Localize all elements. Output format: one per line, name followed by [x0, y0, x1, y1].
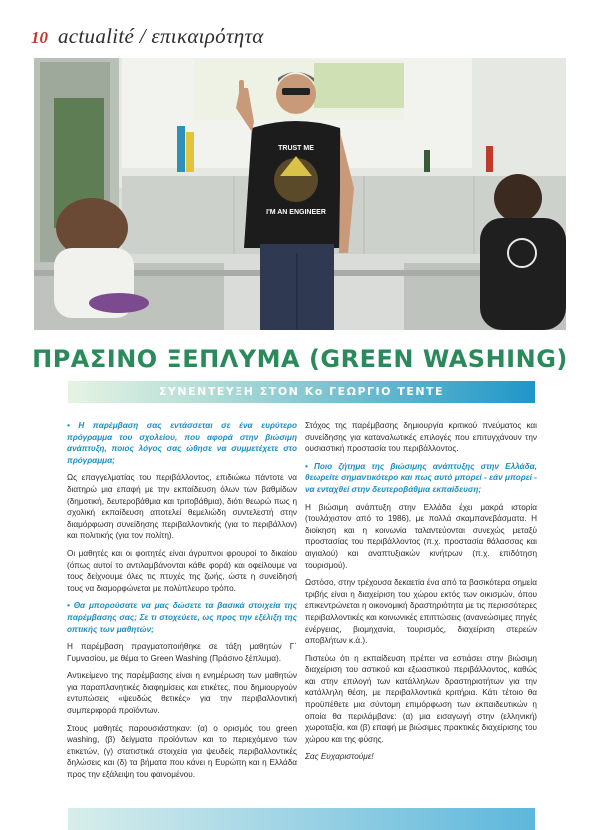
interview-answer: Ωστόσο, στην τρέχουσα δεκαετία ένα από τα βασικότερα σημεία τριβής είναι η διαχείριση του χώρου εκτός των οικισμών, όπου επικεντρώνεται η οικονομική δραστηριότητα με τις περισσότερες περιβαλλοντικές και κοινωνικές επιπτώσεις (ανανεώσιμες πηγές ενέργειας, βιομηχανία, τουρισμός, διαχείριση στερεών αποβλήτων κ.ά.). — [305, 578, 537, 646]
interview-answer: Ως επαγγελματίας του περιβάλλοντος, επιδιώκω πάντοτε να διατηρώ μια επαφή με την εκπαίδευση όλων των βαθμίδων (δημοτική, δευτεροβάθμια και τριτοβάθμια), διότι θεωρώ πως η σχολική εκπαίδευση αποτελεί θεμελιώδη συντελεστή στην διαμόρφωση συνείδησης περιβαλλοντικής (για το περιβάλλον) και πολιτικής (για τον πολίτη). — [67, 473, 297, 541]
shirt-text-bottom: I'M AN ENGINEER — [266, 209, 326, 216]
interview-answer: Η βιώσιμη ανάπτυξη στην Ελλάδα έχει μακρά ιστορία (τουλάχιστον από το 1986), με πολλά σκαμπανεβάσματα. Η διοίκηση και η κοινωνία ταλαντεύονται συνεχώς μεταξύ προστασίας του περιβάλλοντος (π.χ. προστασία θάλασσας και αιγιαλού) και αναπτυξιακών κινήτρων (π.χ. επιδότηση τουρισμού). — [305, 502, 537, 570]
interview-answer: Πιστεύω ότι η εκπαίδευση πρέπει να εστιάσει στην βιώσιμη διαχείριση του αστικού και εξωαστικού περιβάλλοντος, καθώς και στην επιλογή των κατάλληλων δραστηριοτήτων για την κατάλληλη θέση, με περιβαλλοντικά κριτήρια. Κάτι τέτοιο θα προϋπέθετε μια σύντομη επιμόρφωση των εκπαιδευτικών η οποία θα περιλάμβανε: (α) μια εισαγωγή στην (ελληνική) χωροταξία, και (β) επαφή με βιώσιμες πρακτικές διαχείρισης του χώρου και της φύσης. — [305, 653, 537, 744]
interview-answer: Στους μαθητές παρουσιάστηκαν: (α) ο ορισμός του green washing, (β) δείγματα προϊόντων και το περιεχόμενο των ετικετών, (γ) στατιστικά στοιχεία για ψευδείς περιβαλλοντικές δηλώσεις και (δ) τα βήματα που κάνει η Ευρώπη και η Ελλάδα προς την εξάλειψη του φαινομένου. — [67, 723, 297, 780]
article-column-left — [67, 420, 297, 787]
subhead-text: ΣΥΝΕΝΤΕΥΞΗ ΣΤΟΝ Κο ΓΕΩΡΓΙΟ ΤΕΝΤΕ — [158, 385, 445, 398]
article-headline: ΠΡΑΣΙΝΟ ΞΕΠΛΥΜΑ (GREEN WASHING) — [32, 345, 568, 373]
section-title: actualité / επικαιρότητα — [58, 24, 264, 48]
interview-answer: Οι μαθητές και οι φοιτητές είναι άγρυπνοι φρουροί το δικαίου (όπως αυτοί το αντιλαμβάνονται κάθε φορά) και οφείλουμε να τους δείχνουμε όλες τις πτυχές της ζωής, ώστε η συνείδησή τους να διαμορφώνεται με πολύπλευρο τρόπο. — [67, 548, 297, 593]
closing-thanks: Σας Ευχαριστούμε! — [305, 752, 374, 762]
page-header — [31, 24, 264, 54]
page-number: 10 — [31, 28, 48, 47]
classroom-photo — [34, 58, 566, 330]
interview-answer: Στόχος της παρέμβασης δημιουργία κριτικού πνεύματος και συνείδησης για καταναλωτικές επιλογές που επιτυγχάνουν την ουσιαστική προστασία του περιβάλλοντος. — [305, 421, 537, 454]
shirt-text-top: TRUST ME — [278, 145, 314, 152]
subhead-banner — [68, 381, 535, 403]
article-column-right — [305, 420, 537, 769]
interview-answer: Η παρέμβαση πραγματοποιήθηκε σε τάξη μαθητών Γ΄ Γυμνασίου, με θέμα το Green Washing (Πράσινο ξέπλυμα). — [67, 642, 297, 663]
interview-answer: Αντικείμενο της παρέμβασης είναι η ενημέρωση των μαθητών για παραπλανητικές διαφημίσεις και ετικέτες, που δημιουργούν εντυπώσεις «ψευδώς θετικές» για την περιβαλλοντική συμπεριφορά προϊόντων. — [67, 671, 297, 716]
interview-question: • Η παρέμβαση σας εντάσσεται σε ένα ευρύτερο πρόγραμμα του σχολείου, που αφορά στην βιώσιμη ανάπτυξη, ποιος λόγος σας ώθησε να συμμετέχετε στο πρόγραμμα; — [67, 421, 297, 465]
interview-question: • Ποιο ζήτημα της βιώσιμης ανάπτυξης στην Ελλάδα, θεωρείτε σημαντικότερο και πως αυτό μπορεί - εάν μπορεί - να ενταχθεί στην δευτεροβάθμια εκπαίδευση; — [305, 461, 537, 494]
interview-question: • Θα μπορούσατε να μας δώσετε τα βασικά στοιχεία της παρέμβασης σας; Σε τι στοχεύετε, ως προς την εξέλιξη της οπτικής των μαθητών; — [67, 601, 297, 634]
footer-banner — [68, 808, 535, 830]
